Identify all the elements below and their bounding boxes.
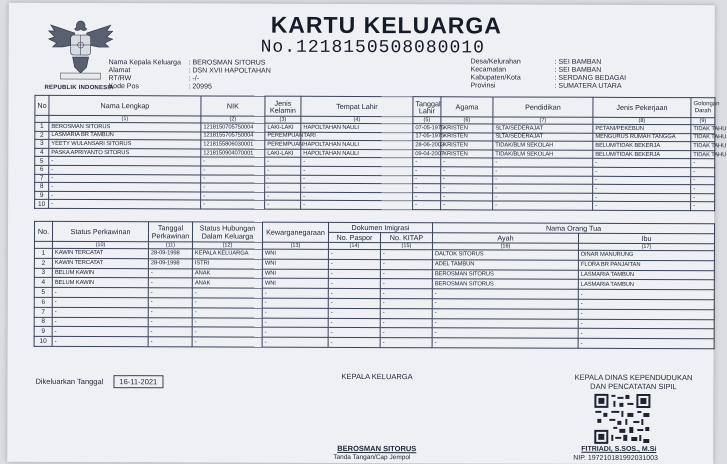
cell-marital-status: -: [52, 307, 148, 317]
info-value: : 20995: [188, 83, 211, 90]
cell-row-no: 2: [34, 258, 52, 268]
cell-father-name: BEROSMAN SITORUS: [432, 269, 578, 279]
cell-family-relation: -: [192, 288, 262, 298]
col-number: (7): [493, 117, 593, 124]
cell-marriage-date: -: [148, 268, 192, 278]
head-of-family-title: KEPALA KELUARGA: [341, 372, 412, 381]
cell-marriage-date: -: [148, 308, 192, 318]
cell-marital-status: -: [52, 297, 148, 307]
cell-passport-no: -: [328, 289, 380, 299]
cell-birthplace: -: [301, 183, 413, 192]
cell-passport-no: -: [328, 249, 380, 259]
cell-education: -: [493, 167, 593, 176]
cell-father-name: ADEL TAMBUN: [432, 260, 578, 270]
col-number: (1): [49, 115, 201, 123]
cell-occupation: BELUM/TIDAK BEKERJA: [593, 141, 691, 150]
family-card-document: [7, 3, 715, 464]
cell-birthplace: -: [301, 175, 413, 184]
cell-marital-status: -: [52, 288, 148, 298]
cell-mother-name: -: [578, 319, 714, 329]
col-number: (5): [413, 117, 441, 124]
cell-nik: -: [201, 183, 265, 192]
issue-date-value: 16-11-2021: [113, 375, 163, 388]
cell-birthplace: -: [301, 201, 413, 210]
cell-kitap-no: -: [380, 318, 432, 328]
cell-marriage-date: -: [148, 298, 192, 308]
cell-row-no: 1: [34, 248, 52, 258]
col-number: [34, 241, 52, 248]
col-header-education: Pendidikan: [493, 97, 593, 117]
office-title-line-2: DAN PENCATATAN SIPIL: [559, 382, 707, 392]
cell-religion: -: [441, 167, 493, 176]
cell-occupation: -: [593, 159, 691, 168]
cell-occupation: -: [593, 193, 691, 202]
cell-row-no: 5: [35, 157, 49, 166]
cell-religion: KRISTEN: [441, 150, 493, 159]
cell-citizenship: -: [262, 328, 328, 338]
cell-passport-no: -: [328, 308, 380, 318]
cell-blood-type: -: [691, 202, 715, 211]
cell-birthdate: -: [413, 192, 441, 201]
cell-nik: -: [201, 200, 265, 209]
cell-gender: PEREMPUAN: [265, 140, 301, 149]
col-number: (2): [201, 116, 265, 123]
cell-birthdate: 28-06-2003: [413, 141, 441, 150]
family-members-table: [34, 95, 715, 211]
cell-row-no: 4: [34, 278, 52, 288]
cell-blood-type: -: [691, 159, 715, 168]
cell-religion: -: [441, 175, 493, 184]
cell-blood-type: -: [691, 193, 715, 202]
cell-education: SLTA/SEDERAJAT: [493, 124, 593, 133]
cell-kitap-no: -: [380, 308, 432, 318]
cell-passport-no: -: [328, 318, 380, 328]
cell-gender: -: [265, 166, 301, 175]
cell-kitap-no: -: [380, 259, 432, 269]
cell-kitap-no: -: [380, 328, 432, 338]
cell-citizenship: WNI: [262, 279, 328, 289]
info-value: : -/-: [189, 75, 200, 82]
family-status-table: [34, 221, 715, 349]
household-info-left: [108, 59, 270, 92]
status-table-body: [34, 248, 714, 348]
issue-date-section: [35, 375, 163, 388]
cell-marital-status: -: [52, 317, 148, 327]
signature-caption: Tanda Tangan/Cap Jempol: [333, 454, 410, 461]
cell-gender: -: [265, 192, 301, 201]
col-number: (17): [578, 243, 714, 250]
info-label: Kecamatan: [471, 66, 555, 74]
col-number: (10): [52, 241, 148, 248]
cell-row-no: 10: [34, 337, 52, 347]
cell-occupation: BELUM/TIDAK BEKERJA: [593, 150, 691, 159]
cell-kitap-no: -: [380, 338, 432, 348]
cell-marital-status: BELUM KAWIN: [52, 268, 148, 278]
col-header-birthplace: Tempat Lahir: [301, 96, 413, 116]
cell-mother-name: FLORA BR PANJAITAN: [578, 260, 714, 270]
cell-row-no: 4: [35, 148, 49, 157]
col-header-father: Ayah: [432, 233, 578, 244]
col-number: (14): [328, 242, 380, 249]
cell-row-no: 3: [35, 140, 49, 149]
col-header-birthdate: Tanggal Lahir: [413, 97, 441, 117]
cell-full-name: YEETY WULANSARI SITORUS: [49, 140, 201, 149]
cell-citizenship: -: [262, 298, 328, 308]
cell-gender: -: [265, 158, 301, 167]
cell-occupation: MENGURUS RUMAH TANGGA: [593, 133, 691, 142]
cell-row-no: 7: [34, 307, 52, 317]
cell-birthdate: -: [413, 201, 441, 210]
cell-occupation: -: [593, 167, 691, 176]
col-header-immigration-docs: Dokumen Imigrasi: [329, 222, 433, 232]
cell-marital-status: KAWIN TERCATAT: [52, 258, 148, 268]
cell-row-no: 7: [35, 174, 49, 183]
cell-passport-no: -: [328, 279, 380, 289]
info-value: : BEROSMAN SITORUS: [189, 59, 266, 66]
col-number: (13): [262, 242, 328, 249]
col-header-mother: Ibu: [578, 233, 714, 243]
cell-occupation: -: [593, 184, 691, 193]
cell-father-name: -: [432, 328, 578, 338]
cell-citizenship: WNI: [262, 259, 328, 269]
cell-birthplace: HAPOLTAHAN NAULI: [301, 123, 413, 132]
cell-citizenship: -: [262, 288, 328, 298]
cell-row-no: 8: [34, 317, 52, 327]
cell-full-name: -: [49, 157, 201, 166]
info-value: : SEI BAMBAN: [555, 67, 602, 74]
col-number: [35, 115, 49, 122]
cell-row-no: 6: [34, 297, 52, 307]
status-row: [34, 337, 714, 349]
cell-birthdate: 17-05-1975: [413, 132, 441, 141]
member-row: [35, 200, 715, 211]
cell-birthplace: -: [301, 158, 413, 167]
cell-row-no: 9: [34, 327, 52, 337]
cell-row-no: 10: [35, 200, 49, 209]
cell-father-name: -: [432, 289, 578, 299]
col-header-religion: Agama: [441, 97, 493, 117]
col-header-nik: NIK: [201, 96, 265, 116]
cell-religion: -: [441, 201, 493, 210]
cell-kitap-no: -: [380, 250, 432, 260]
cell-row-no: 1: [35, 122, 49, 131]
cell-passport-no: -: [328, 338, 380, 348]
info-row-postal-code: [108, 83, 270, 92]
cell-nik: -: [201, 157, 265, 166]
office-head-nip: NIP. 197210181992031003: [573, 455, 658, 462]
cell-full-name: LASMARIA BR TAMBUN: [49, 131, 201, 140]
cell-family-relation: ANAK: [192, 278, 262, 288]
status-header-row-top: [35, 221, 715, 233]
col-header-marital-status: Status Perkawinan: [52, 221, 148, 241]
cell-gender: LAKI-LAKI: [265, 149, 301, 158]
col-header-occupation: Jenis Pekerjaan: [593, 97, 691, 117]
cell-mother-name: DINAR MANURUNG: [578, 250, 714, 260]
cell-religion: -: [441, 158, 493, 167]
cell-gender: -: [265, 201, 301, 210]
col-header-marriage-date: Tanggal Perkawinan: [148, 222, 192, 242]
col-header-kitap-no: No. KITAP: [380, 233, 432, 243]
cell-nik: 1218150904070001: [201, 149, 265, 158]
col-number: (12): [192, 242, 262, 249]
cell-birthdate: -: [413, 184, 441, 193]
cell-birthdate: 07-05-1975: [413, 124, 441, 133]
cell-blood-type: TIDAK TAHU: [691, 125, 715, 134]
cell-full-name: -: [49, 183, 201, 192]
cell-passport-no: -: [328, 259, 380, 269]
cell-passport-no: -: [328, 298, 380, 308]
cell-religion: KRISTEN: [441, 141, 493, 150]
cell-education: -: [493, 158, 593, 167]
cell-family-relation: ANAK: [192, 269, 262, 279]
info-label: Nama Kepala Keluarga: [109, 59, 189, 67]
cell-gender: -: [265, 175, 301, 184]
cell-father-name: DALTOK SITORUS: [432, 250, 578, 260]
cell-row-no: 8: [35, 183, 49, 192]
info-row-province: [471, 82, 627, 91]
cell-mother-name: -: [578, 338, 714, 348]
cell-full-name: PASKA APRIYANTO SITORUS: [49, 148, 201, 157]
cell-nik: -: [201, 192, 265, 201]
cell-religion: -: [441, 184, 493, 193]
cell-kitap-no: -: [380, 289, 432, 299]
family-card-number: No.1218150508080010: [261, 38, 485, 59]
cell-father-name: -: [432, 338, 578, 348]
col-header-passport-no: No. Paspor: [328, 232, 380, 242]
cell-marriage-date: -: [148, 288, 192, 298]
cell-family-relation: -: [192, 308, 262, 318]
cell-full-name: -: [49, 165, 201, 174]
cell-occupation: -: [593, 176, 691, 185]
cell-mother-name: -: [578, 329, 714, 339]
cell-full-name: -: [49, 200, 201, 209]
cell-citizenship: WNI: [262, 269, 328, 279]
cell-gender: -: [265, 183, 301, 192]
cell-family-relation: -: [192, 317, 262, 327]
col-header-no: No.: [34, 221, 52, 241]
cell-full-name: -: [49, 174, 201, 183]
cell-marriage-date: -: [148, 278, 192, 288]
cell-gender: PEREMPUAN: [265, 132, 301, 141]
cell-marriage-date: -: [148, 317, 192, 327]
col-header-gender: Jenis Kelamin: [265, 96, 301, 116]
cell-education: -: [493, 193, 593, 202]
cell-full-name: BEROSMAN SITORUS: [49, 122, 201, 131]
cell-kitap-no: -: [380, 299, 432, 309]
cell-marriage-date: -: [148, 337, 192, 347]
cell-family-relation: -: [192, 327, 262, 337]
head-of-family-name: BEROSMAN SITORUS: [337, 444, 416, 453]
cell-mother-name: -: [578, 289, 714, 299]
cell-kitap-no: -: [380, 269, 432, 279]
cell-mother-name: -: [578, 299, 714, 309]
info-label: Provinsi: [471, 82, 555, 90]
cell-father-name: BEROSMAN SITORUS: [432, 279, 578, 289]
col-header-blood-type: Golongan Darah: [691, 98, 715, 118]
col-header-no: No: [35, 95, 49, 115]
cell-family-relation: ISTRI: [192, 259, 262, 269]
cell-blood-type: TIDAK TAHU: [691, 150, 715, 159]
cell-occupation: -: [593, 202, 691, 211]
cell-marital-status: -: [52, 327, 148, 337]
country-label: REPUBLIK INDONESIA: [44, 85, 113, 91]
cell-passport-no: -: [328, 269, 380, 279]
cell-birthplace: -: [301, 192, 413, 201]
cell-marriage-date: 28-09-1998: [148, 259, 192, 269]
cell-education: -: [493, 184, 593, 193]
cell-father-name: -: [432, 299, 578, 309]
cell-mother-name: -: [578, 309, 714, 319]
cell-nik: -: [201, 175, 265, 184]
cell-education: SLTA/SEDERAJAT: [493, 133, 593, 142]
info-label: Alamat: [109, 67, 189, 75]
col-header-parents: Nama Orang Tua: [433, 223, 715, 234]
cell-mother-name: LASMARIA TAMBUN: [578, 270, 714, 280]
cell-marital-status: BELUM KAWIN: [52, 278, 148, 288]
cell-marital-status: -: [52, 337, 148, 347]
cell-birthdate: -: [413, 158, 441, 167]
cell-citizenship: -: [262, 337, 328, 347]
col-number: (4): [301, 116, 413, 123]
info-value: : SUMATERA UTARA: [555, 83, 622, 90]
info-label: Kabupaten/Kota: [471, 74, 555, 82]
cell-occupation: PETANI/PEKEBUN: [593, 124, 691, 133]
cell-father-name: -: [432, 309, 578, 319]
cell-family-relation: -: [192, 298, 262, 308]
cell-row-no: 9: [35, 191, 49, 200]
cell-citizenship: -: [262, 308, 328, 318]
cell-education: TIDAK/BLM SEKOLAH: [493, 150, 593, 159]
info-label: Desa/Kelurahan: [471, 58, 555, 66]
household-info-right: [471, 58, 627, 91]
info-value: : SERDANG BEDAGAI: [555, 75, 627, 82]
cell-birthdate: 09-04-2007: [413, 149, 441, 158]
col-number: (9): [691, 118, 715, 125]
col-number: (8): [593, 117, 691, 124]
cell-citizenship: WNI: [262, 249, 328, 259]
cell-religion: -: [441, 193, 493, 202]
cell-row-no: 3: [34, 268, 52, 278]
document-title: KARTU KELUARGA: [271, 12, 502, 40]
cell-row-no: 2: [35, 131, 49, 140]
cell-blood-type: -: [691, 168, 715, 177]
cell-education: TIDAK/BLM SEKOLAH: [493, 141, 593, 150]
info-value: : SEI BAMBAN: [555, 59, 602, 66]
cell-row-no: 6: [35, 165, 49, 174]
civil-registry-office-title: [559, 373, 707, 392]
cell-birthplace: -: [301, 166, 413, 175]
garuda-emblem-icon: [45, 17, 117, 81]
members-table-body: [35, 122, 715, 210]
cell-blood-type: TIDAK TAHU: [691, 142, 715, 151]
col-number: (15): [380, 243, 432, 250]
cell-marriage-date: 28-09-1998: [148, 249, 192, 259]
cell-religion: KRISTEN: [441, 124, 493, 133]
cell-kitap-no: -: [380, 279, 432, 289]
info-label: Kode Pos: [108, 83, 188, 91]
cell-family-relation: KEPALA KELUARGA: [192, 249, 262, 259]
cell-row-no: 5: [34, 288, 52, 298]
cell-nik: -: [201, 166, 265, 175]
cell-birthplace: HAPOLTAHAN NAULI: [301, 140, 413, 149]
cell-nik: 1218155806030001: [201, 140, 265, 149]
cell-birthplace: TARI: [301, 132, 413, 141]
office-head-name: FITRIADI, S.SOS., M.Si: [581, 446, 656, 453]
office-title-line-1: KEPALA DINAS KEPENDUDUKAN: [559, 373, 707, 383]
info-value: : DSN XVII HAPOLTAHAN: [189, 67, 271, 74]
cell-blood-type: TIDAK TAHU: [691, 133, 715, 142]
col-number: (6): [441, 117, 493, 124]
cell-father-name: -: [432, 318, 578, 328]
col-header-family-relation: Status Hubungan Dalam Keluarga: [192, 222, 262, 242]
cell-education: -: [493, 176, 593, 185]
members-header-row: [35, 95, 715, 117]
col-header-citizenship: Kewarganegaraan: [262, 222, 328, 242]
cell-birthdate: -: [413, 175, 441, 184]
col-number: (16): [432, 243, 578, 251]
cell-blood-type: -: [691, 185, 715, 194]
cell-mother-name: LASMARIA TAMBUN: [578, 280, 714, 290]
cell-nik: 1218150705750004: [201, 123, 265, 132]
cell-marriage-date: -: [148, 327, 192, 337]
cell-full-name: -: [49, 191, 201, 200]
cell-gender: LAKI-LAKI: [265, 123, 301, 132]
col-header-full-name: Nama Lengkap: [49, 95, 201, 116]
cell-birthdate: -: [413, 167, 441, 176]
cell-marital-status: KAWIN TERCATAT: [52, 248, 148, 258]
cell-citizenship: -: [262, 318, 328, 328]
qr-code-icon: [593, 393, 651, 445]
col-number: (11): [148, 242, 192, 249]
cell-birthplace: HAPOLTAHAN NAULI: [301, 149, 413, 158]
cell-blood-type: -: [691, 176, 715, 185]
info-label: RT/RW: [109, 75, 189, 83]
cell-nik: 1218155705750004: [201, 132, 265, 141]
cell-family-relation: -: [192, 337, 262, 347]
cell-religion: KRISTEN: [441, 132, 493, 141]
col-number: (3): [265, 116, 301, 123]
cell-education: -: [493, 201, 593, 210]
issue-date-label: Dikeluarkan Tanggal: [35, 377, 103, 386]
cell-passport-no: -: [328, 328, 380, 338]
